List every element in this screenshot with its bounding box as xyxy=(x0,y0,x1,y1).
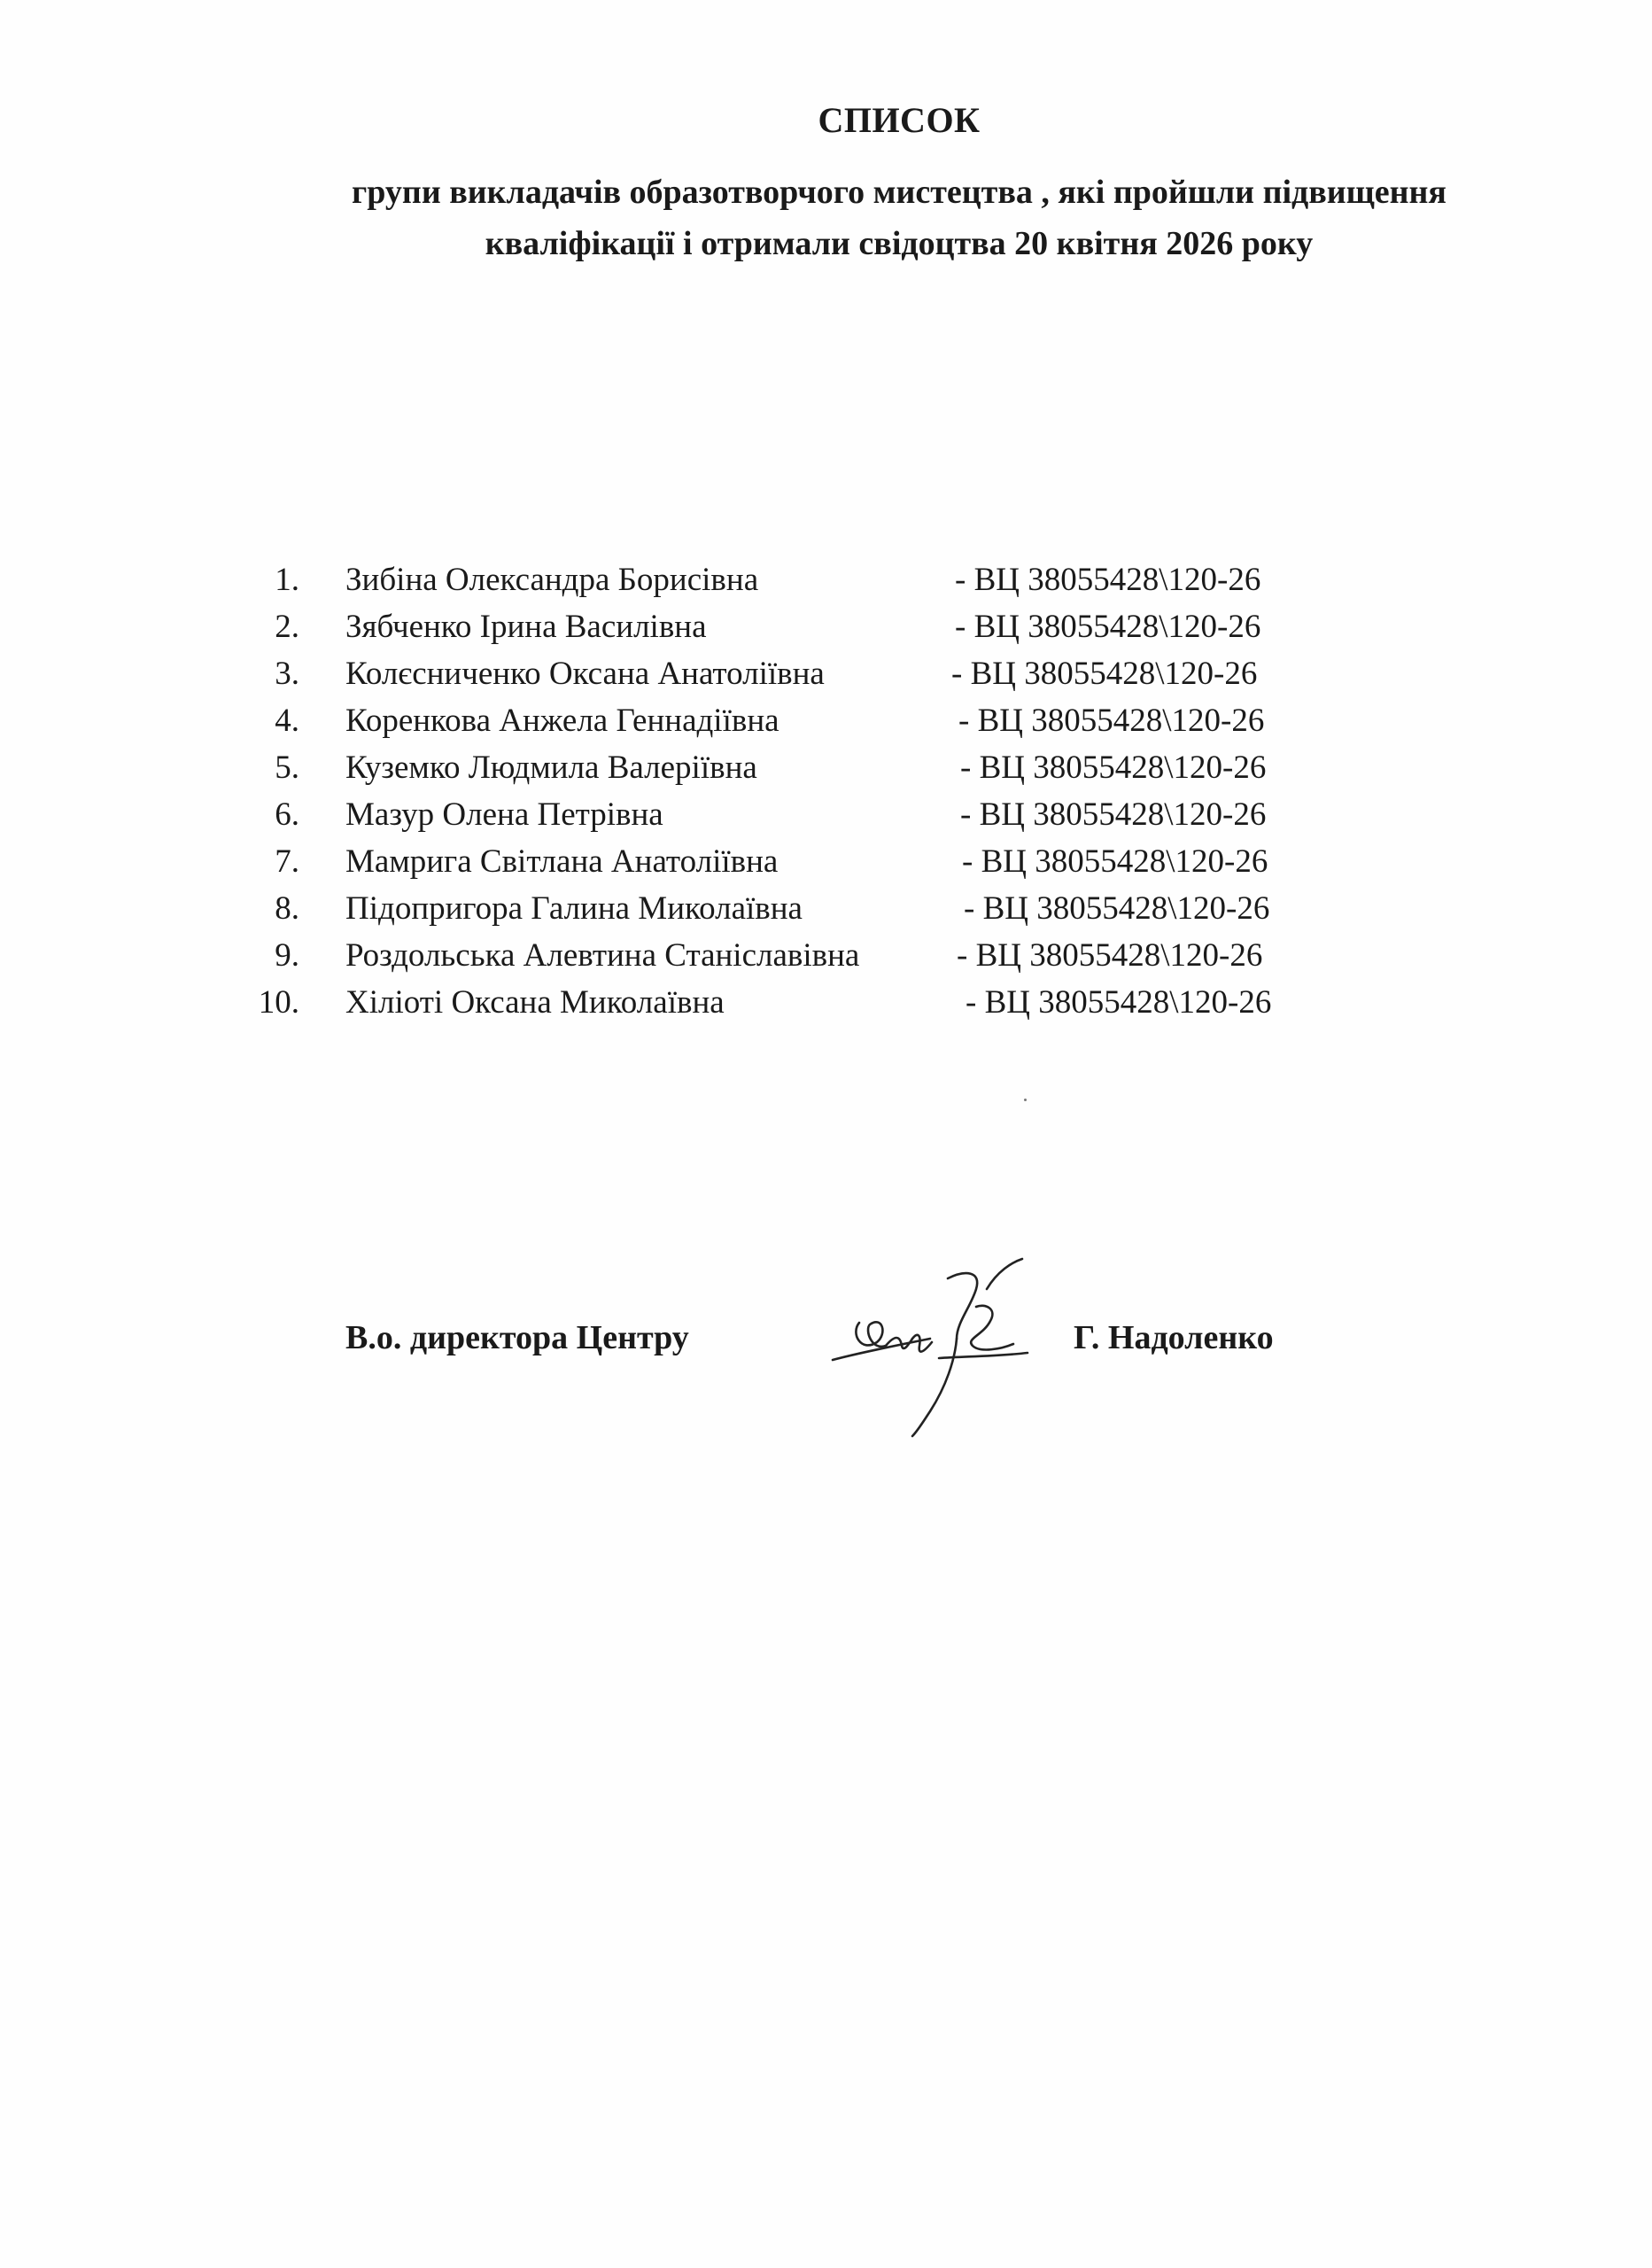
document-title: СПИСОК xyxy=(818,100,981,140)
list-item xyxy=(0,838,1652,885)
list-item-name: Коренкова Анжела Геннадіївна xyxy=(345,703,779,739)
list-item-certificate: - ВЦ 38055428\120-26 xyxy=(951,656,1258,692)
list-item-certificate: - ВЦ 38055428\120-26 xyxy=(966,984,1272,1021)
list-item-certificate: - ВЦ 38055428\120-26 xyxy=(962,843,1268,880)
list-item-number: 9. xyxy=(275,937,299,974)
list-item-number: 3. xyxy=(275,656,299,692)
list-item-number: 7. xyxy=(275,843,299,880)
list-item-name: Мамрига Світлана Анатоліївна xyxy=(345,843,779,880)
list-item-name: Роздольська Алевтина Станіславівна xyxy=(345,937,860,974)
list-item xyxy=(0,603,1652,650)
list-item-certificate: - ВЦ 38055428\120-26 xyxy=(955,609,1261,645)
list-item-certificate: - ВЦ 38055428\120-26 xyxy=(958,703,1265,739)
list-item-name: Зябченко Ірина Василівна xyxy=(345,609,707,645)
list-item-number: 5. xyxy=(275,750,299,786)
list-item-number: 6. xyxy=(275,796,299,833)
list-item-number: 2. xyxy=(275,609,299,645)
list-item xyxy=(0,932,1652,979)
scan-speck xyxy=(1024,1099,1027,1101)
list-item xyxy=(0,556,1652,603)
list-item-name: Підопригора Галина Миколаївна xyxy=(345,890,803,927)
list-item-certificate: - ВЦ 38055428\120-26 xyxy=(960,750,1267,786)
list-item xyxy=(0,697,1652,744)
list-item-name: Хіліоті Оксана Миколаївна xyxy=(345,984,725,1021)
list-item-certificate: - ВЦ 38055428\120-26 xyxy=(960,796,1267,833)
list-item-name: Зибіна Олександра Борисівна xyxy=(345,562,759,598)
list-item xyxy=(0,885,1652,932)
list-item xyxy=(0,979,1652,1026)
list-item-certificate: - ВЦ 38055428\120-26 xyxy=(957,937,1263,974)
list-item-certificate: - ВЦ 38055428\120-26 xyxy=(964,890,1270,927)
signature-block xyxy=(0,1302,1652,1444)
list-item xyxy=(0,650,1652,697)
list-item-number: 1. xyxy=(275,562,299,598)
list-item-name: Куземко Людмила Валеріївна xyxy=(345,750,757,786)
list-item-number: 4. xyxy=(275,703,299,739)
document-subtitle-line-1: групи викладачів образотворчого мистецтва , які пройшли підвищення xyxy=(352,174,1446,211)
signer-position: В.о. директора Центру xyxy=(345,1319,689,1356)
signer-name: Г. Надоленко xyxy=(1074,1319,1274,1356)
list-item-certificate: - ВЦ 38055428\120-26 xyxy=(955,562,1261,598)
list-item-number: 10. xyxy=(258,984,299,1021)
list-item xyxy=(0,791,1652,838)
list-item-name: Колєсниченко Оксана Анатоліївна xyxy=(345,656,825,692)
list-item xyxy=(0,744,1652,791)
handwritten-signature-icon xyxy=(824,1254,1045,1444)
document-subtitle-line-2: кваліфікації і отримали свідоцтва 20 квітня 2026 року xyxy=(485,225,1314,262)
list-item-name: Мазур Олена Петрівна xyxy=(345,796,663,833)
list-item-number: 8. xyxy=(275,890,299,927)
recipients-list xyxy=(0,556,1652,1026)
